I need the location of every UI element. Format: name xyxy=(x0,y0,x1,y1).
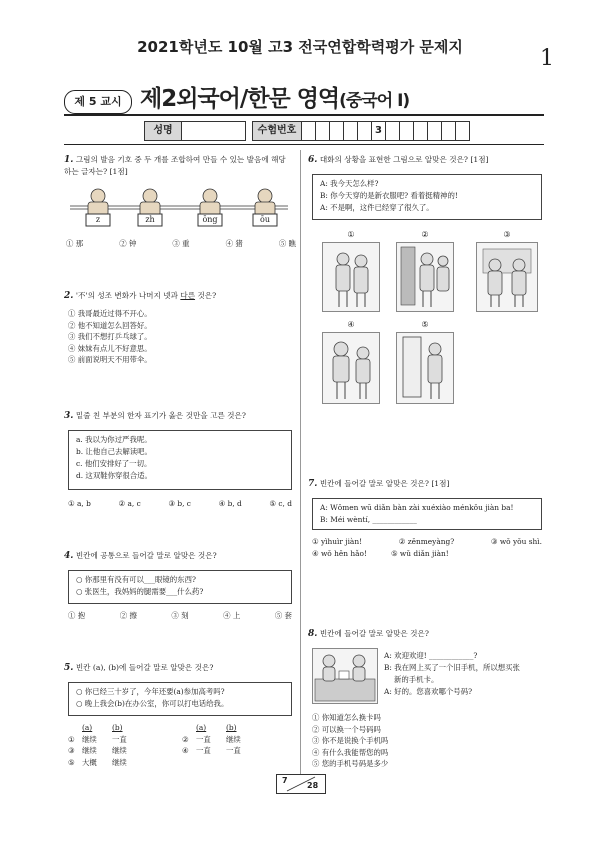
answer-option[interactable]: ① 我哥最近过得不开心。 xyxy=(68,309,152,318)
q6-dialog-box xyxy=(312,174,542,220)
digit-cell xyxy=(428,122,442,140)
exam-number-field[interactable] xyxy=(252,121,470,141)
answer-option[interactable]: ② zěnmeyàng? xyxy=(398,537,455,546)
choice-b: 继续 xyxy=(112,757,127,767)
figure-option-4-icon[interactable] xyxy=(322,332,380,404)
exam-number-label: 수험번호 xyxy=(253,122,302,140)
answer-option[interactable]: ② a, c xyxy=(118,499,141,508)
question-3 xyxy=(64,410,294,422)
header-rule xyxy=(64,114,544,116)
q4-box xyxy=(68,570,292,604)
answer-option[interactable]: ③ b, c xyxy=(168,499,191,508)
choice-b: 继续 xyxy=(112,746,127,755)
dialog-line: A: Wǒmen wū diǎn bàn zài xuéxiào ménkǒu jiàn ba! xyxy=(320,503,514,512)
answer-option[interactable]: ⑤ 前面说明天不用带伞。 xyxy=(68,355,152,364)
total-pages: 28 xyxy=(307,781,319,790)
dialog-line: A: 欢迎欢迎! ____________? xyxy=(384,651,478,660)
dialog-line: B: 你今天穿的是新衣服吧? 看着挺精神的! xyxy=(320,191,458,200)
answer-option[interactable]: ⑤ wǔ diǎn jiàn! xyxy=(390,548,449,558)
answer-option[interactable]: ⑤ 您的手机号码是多少 xyxy=(312,759,389,768)
box-line: d. 这双鞋你穿很合适。 xyxy=(76,471,152,480)
answer-option[interactable]: ④ wǒ hěn hǎo! xyxy=(312,548,367,558)
dialog-line: 新的手机卡。 xyxy=(394,675,439,684)
figure-option-2-icon[interactable] xyxy=(396,242,454,312)
column-divider xyxy=(300,150,301,775)
digit-cell xyxy=(330,122,344,140)
question-text: 빈칸 (a), (b)에 들어갈 말로 알맞은 것은? xyxy=(75,663,214,672)
page-counter xyxy=(276,774,326,794)
answer-option[interactable]: ④ b, d xyxy=(218,499,242,508)
question-text: 빈칸에 들어갈 말로 알맞은 것은? xyxy=(319,629,429,638)
question-number: 8. xyxy=(308,629,318,639)
choice-header xyxy=(68,722,292,734)
name-label: 성명 xyxy=(145,122,182,140)
box-line: b. 让他自己去解读吧。 xyxy=(76,447,152,456)
digit-cell xyxy=(442,122,456,140)
question-8 xyxy=(308,628,544,640)
answer-option[interactable]: ② 擦 xyxy=(119,611,137,620)
choice-row[interactable] xyxy=(68,757,292,769)
question-2 xyxy=(64,290,294,302)
q5-choice-table xyxy=(68,722,292,768)
digit-cell xyxy=(358,122,372,140)
pinyin-figure xyxy=(70,186,288,230)
box-line: c. 他们安排好了一切。 xyxy=(76,459,152,468)
question-number: 4. xyxy=(64,551,74,561)
col-a: (a) xyxy=(82,723,93,732)
question-text-underlined: 다른 xyxy=(180,291,196,300)
box-line: ○ 你那里有没有可以___眼镜的东西? xyxy=(76,575,196,584)
q1-options xyxy=(66,238,296,250)
question-number: 1. xyxy=(64,155,74,165)
question-text: 밑줄 친 부분의 한자 표기가 옳은 것만을 고른 것은? xyxy=(75,411,246,420)
pinyin-label: ōng xyxy=(202,215,218,224)
col-b: (b) xyxy=(112,723,123,732)
pinyin-label: zh xyxy=(145,215,155,224)
exam-title: 2021학년도 10월 고3 전국연합학력평가 문제지 xyxy=(137,38,463,56)
subject-sub: (중국어 Ⅰ) xyxy=(339,91,410,111)
digit-cell xyxy=(400,122,414,140)
answer-option[interactable]: ① yìhuìr jiàn! xyxy=(312,537,363,546)
phone-shop-illustration-icon xyxy=(312,648,378,704)
option-row xyxy=(312,536,542,548)
figure-label: ④ xyxy=(347,320,355,329)
choice-mark: ④ xyxy=(182,746,189,755)
col-a: (a) xyxy=(196,723,207,732)
figure-option-5-icon[interactable] xyxy=(396,332,454,404)
box-line: ○ 你已经三十岁了，今年还要(a)参加高考吗? xyxy=(76,687,225,696)
answer-option[interactable]: ④ 上 xyxy=(223,611,241,620)
choice-a: 继续 xyxy=(82,734,97,744)
question-text: 것은? xyxy=(195,291,217,300)
page-number: 1 xyxy=(540,46,554,71)
question-number: 7. xyxy=(308,479,318,489)
digit-cell xyxy=(316,122,330,140)
choice-mark: ① xyxy=(68,734,75,744)
id-rule xyxy=(64,144,544,145)
q8-dialog xyxy=(384,650,544,698)
answer-option[interactable]: ③ 你不是说换个手机吗 xyxy=(312,736,389,745)
answer-option[interactable]: ⑤ 套 xyxy=(274,611,292,620)
answer-option[interactable]: ① a, b xyxy=(68,499,91,508)
choice-mark: ③ xyxy=(68,746,75,755)
current-page: 7 xyxy=(282,776,288,785)
choice-row[interactable] xyxy=(68,745,292,757)
dialog-line: A: 好的。您喜欢哪个号码? xyxy=(384,687,473,696)
question-4 xyxy=(64,550,294,562)
figure-option-3-icon[interactable] xyxy=(476,242,538,312)
digit-cell xyxy=(386,122,400,140)
q8-options xyxy=(312,712,542,770)
option-row xyxy=(312,548,542,560)
digit-cell xyxy=(344,122,358,140)
choice-b: 一直 xyxy=(226,746,241,755)
answer-option[interactable]: ③ wǒ yǒu shì. xyxy=(490,537,542,546)
figure-label: ① xyxy=(347,230,355,239)
answer-option[interactable]: ③ 我们不想打乒乓球了。 xyxy=(68,332,152,341)
col-b: (b) xyxy=(226,723,237,732)
digit-cell xyxy=(456,122,469,140)
choice-a: 一直 xyxy=(196,734,211,744)
figure-option-1-icon[interactable] xyxy=(322,242,380,312)
question-text: 빈칸에 공통으로 들어갈 말로 알맞은 것은? xyxy=(75,551,217,560)
figure-label: ② xyxy=(421,230,429,239)
choice-b: 继续 xyxy=(226,734,241,744)
question-text: '不'의 성조 변화가 나머지 넷과 xyxy=(75,291,181,300)
answer-option[interactable]: ① 你知道怎么换卡吗 xyxy=(312,713,381,722)
digit-cell xyxy=(414,122,428,140)
digit-cell xyxy=(302,122,316,140)
name-field[interactable] xyxy=(144,121,246,141)
q4-options xyxy=(68,610,292,622)
choice-mark: ⑤ xyxy=(68,757,75,767)
box-line: ○ 张医生，我妈妈的腿需要___什么药? xyxy=(76,587,204,596)
answer-option[interactable]: ③ 刻 xyxy=(171,611,189,620)
answer-option[interactable]: ① 抱 xyxy=(68,611,86,620)
question-number: 6. xyxy=(308,155,318,165)
dialog-line: A: 不是啊，这件已经穿了很久了。 xyxy=(320,203,434,212)
q5-box xyxy=(68,682,292,716)
answer-option[interactable]: ④ 有什么我能帮您的吗 xyxy=(312,747,389,757)
dialog-line: B: 我在网上买了一个旧手机，所以想买张 xyxy=(384,663,520,672)
question-text: 대화의 상황을 표현한 그림으로 알맞은 것은? [1점] xyxy=(319,155,489,164)
answer-option[interactable]: ⑤ 瞧 xyxy=(278,239,296,248)
q7-options xyxy=(312,536,542,559)
dialog-line: A: 我今天怎么样? xyxy=(320,179,379,188)
name-blank xyxy=(182,122,245,140)
question-number: 3. xyxy=(64,411,74,421)
period-badge: 제 5 교시 xyxy=(64,90,132,114)
choice-row[interactable] xyxy=(68,734,292,746)
digit-cell-3: 3 xyxy=(372,122,386,140)
q3-options xyxy=(68,498,292,510)
answer-option[interactable]: ③ 重 xyxy=(172,239,190,248)
pinyin-label: z xyxy=(95,215,101,224)
answer-option[interactable]: ⑤ c, d xyxy=(269,499,292,508)
figure-label: ③ xyxy=(503,230,511,239)
question-6 xyxy=(308,154,544,166)
choice-a: 大概 xyxy=(82,757,97,767)
figure-label: ⑤ xyxy=(421,320,429,329)
q3-box xyxy=(68,430,292,490)
question-5 xyxy=(64,662,294,674)
question-1 xyxy=(64,154,292,178)
question-text: 빈칸에 들어갈 말로 알맞은 것은? [1점] xyxy=(319,479,450,488)
question-number: 5. xyxy=(64,663,74,673)
dialog-line: B: Méi wèntí, ____________ xyxy=(320,515,417,524)
choice-b: 一直 xyxy=(112,734,127,744)
answer-option[interactable]: ① 那 xyxy=(66,239,84,248)
box-line: ○ 晚上我会(b)在办公室，你可以打电话给我。 xyxy=(76,699,229,708)
choice-mark: ② xyxy=(182,734,189,744)
question-text: 그림의 발음 기호 중 두 개를 조합하여 만들 수 있는 발음에 해당하는 글자는? [1점] xyxy=(64,155,286,176)
answer-option[interactable]: ④ 妹妹有点儿不好意思。 xyxy=(68,343,152,353)
pinyin-label: ōu xyxy=(260,215,270,224)
answer-option[interactable]: ② 他不知道怎么回答好。 xyxy=(68,320,152,330)
choice-a: 继续 xyxy=(82,746,97,755)
answer-option[interactable]: ② 可以换一个号码吗 xyxy=(312,724,381,734)
question-7 xyxy=(308,478,544,490)
subject-title xyxy=(140,80,409,113)
q2-options xyxy=(68,308,288,366)
answer-option[interactable]: ② 钟 xyxy=(119,239,137,248)
box-line: a. 我以为你过严我呢。 xyxy=(76,435,152,444)
q7-dialog-box xyxy=(312,498,542,530)
subject-main: 제2외국어/한문 영역 xyxy=(140,86,340,112)
choice-a: 一直 xyxy=(196,746,211,755)
answer-option[interactable]: ④ 猪 xyxy=(225,239,243,248)
question-number: 2. xyxy=(64,291,74,301)
